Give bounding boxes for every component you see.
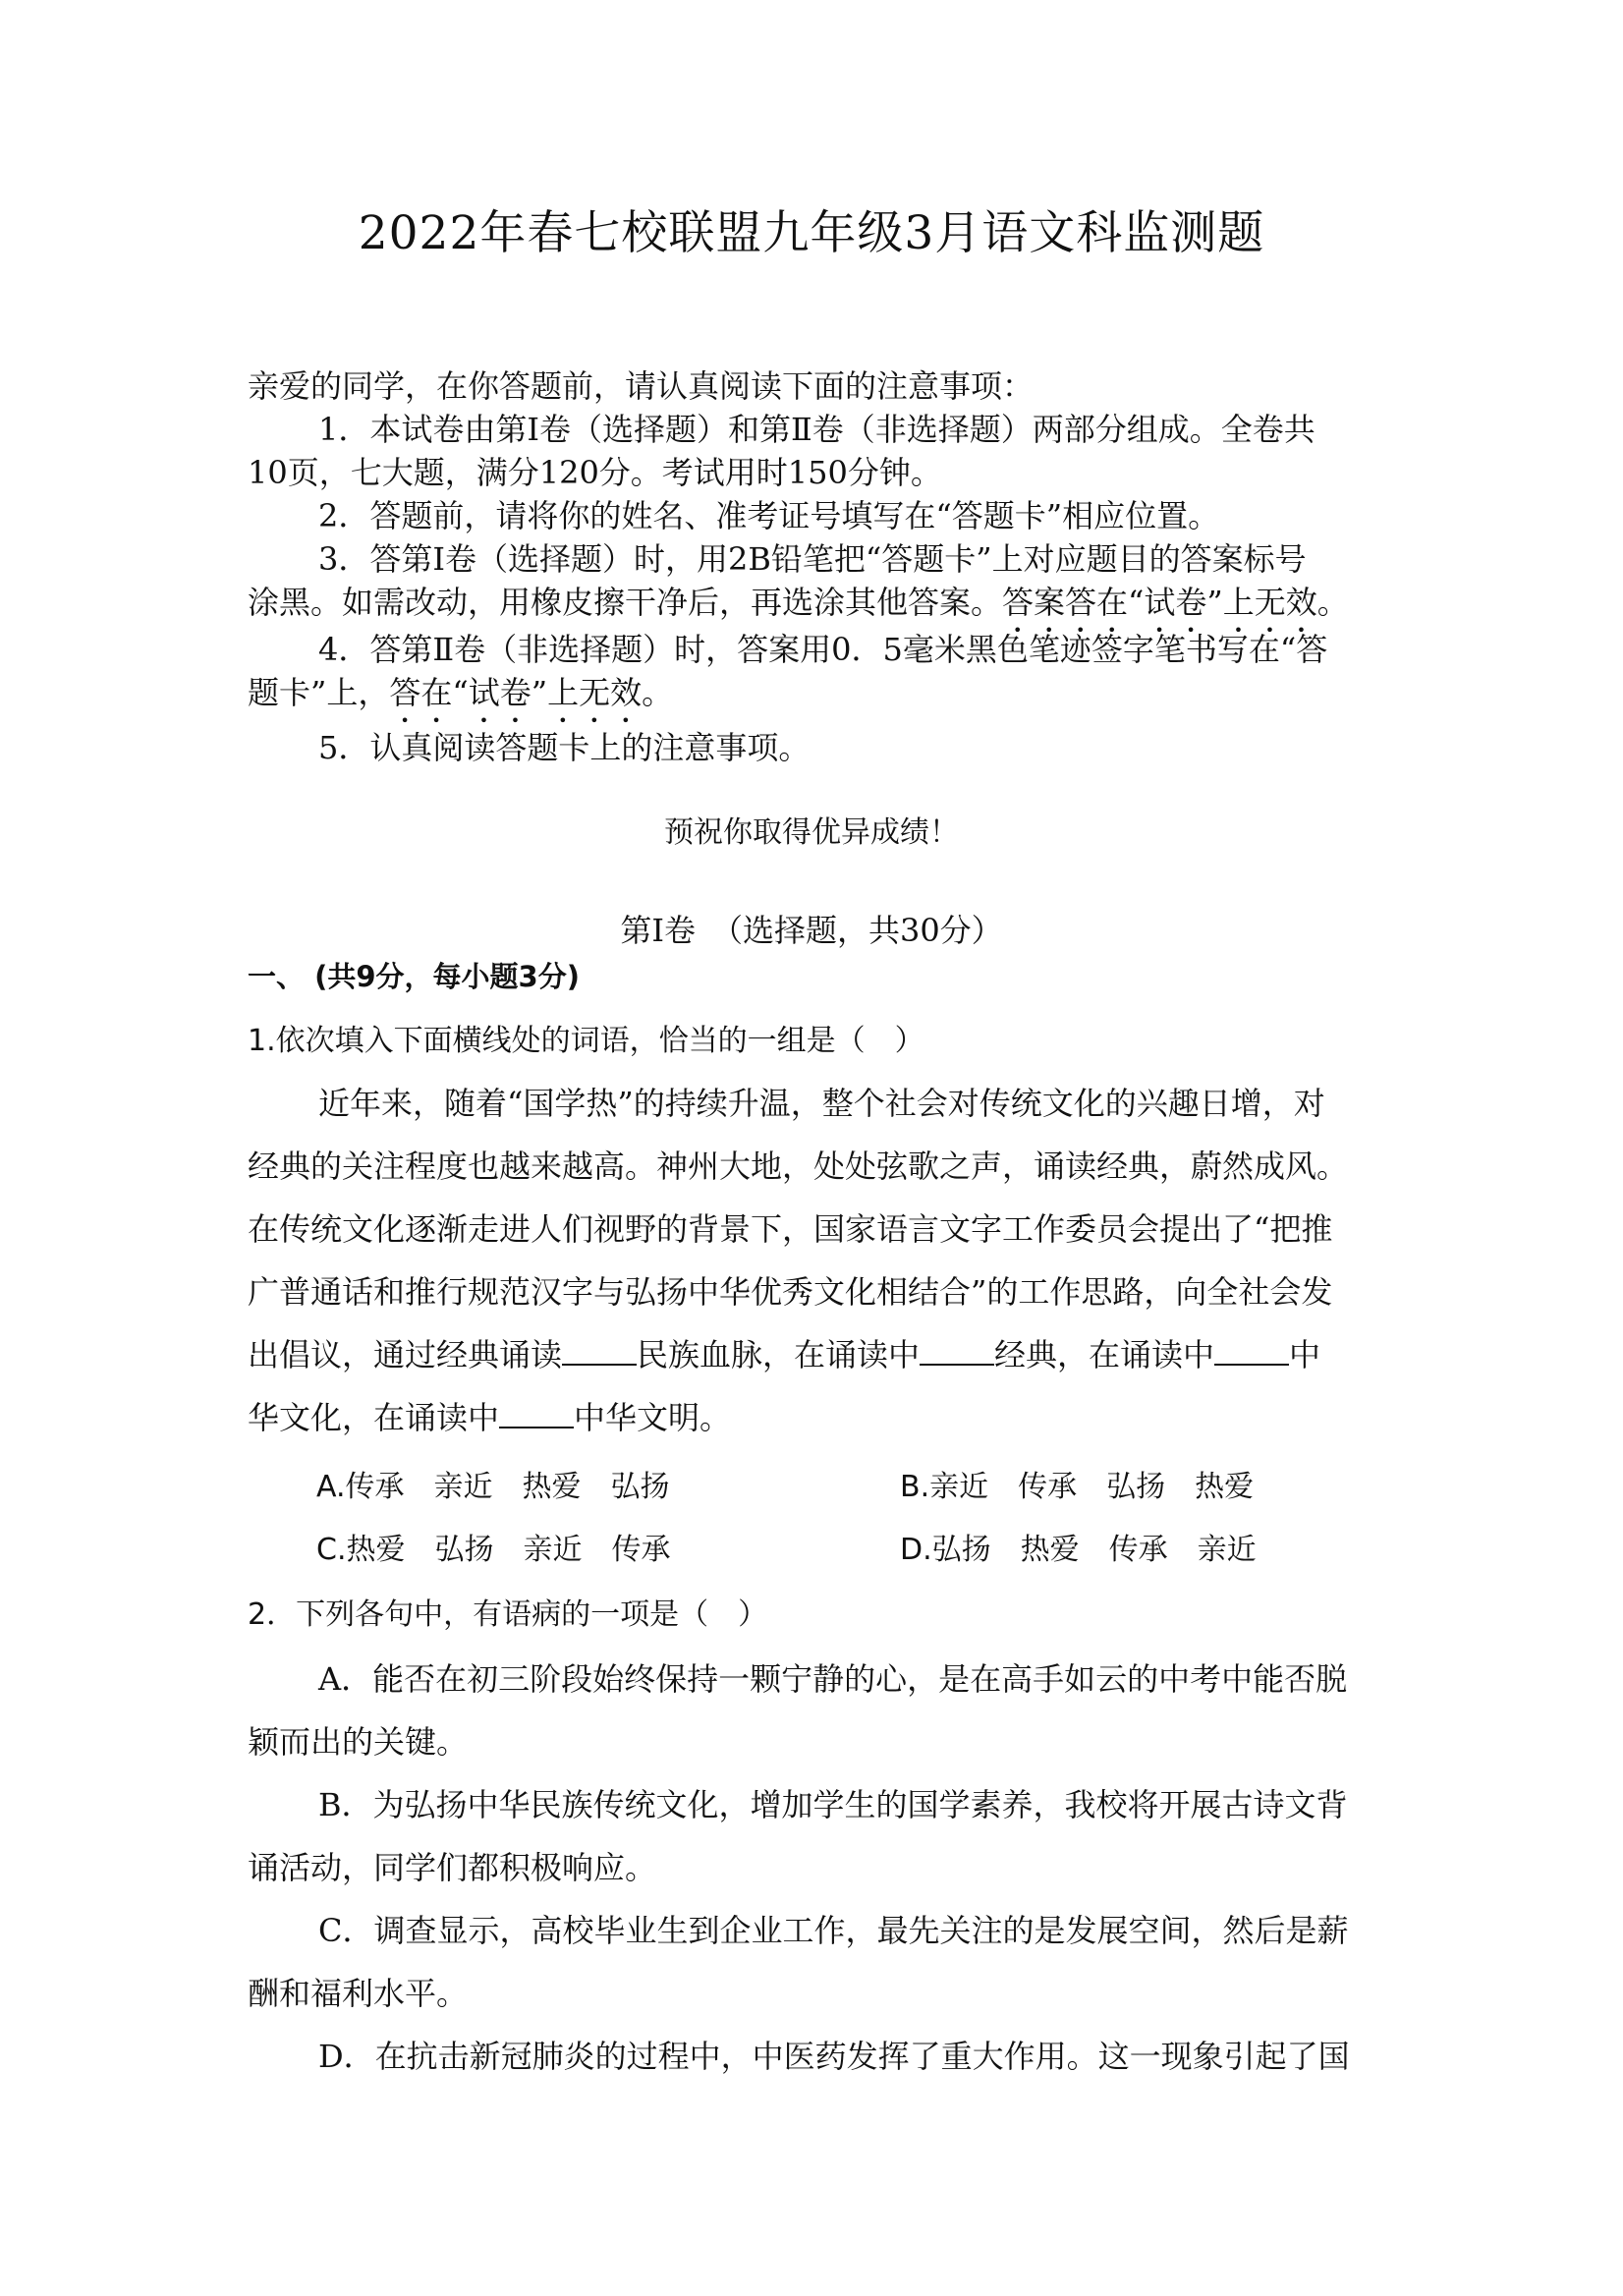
q1-text-segment: 经典，在诵读中 (994, 1336, 1215, 1373)
notice-item-1a: 1．本试卷由第Ⅰ卷（选择题）和第Ⅱ卷（非选择题）两部分组成。全卷共 (318, 411, 1315, 448)
q2-stem: 2．下列各句中，有语病的一项是（ ） (248, 1597, 768, 1632)
notice-item-1b: 10页，七大题，满分120分。考试用时150分钟。 (248, 454, 942, 491)
q1-passage-line: 近年来，随着“国学热”的持续升温，整个社会对传统文化的兴趣日增，对 (318, 1085, 1325, 1122)
q2-option-b-line: 诵活动，同学们都积极响应。 (248, 1849, 657, 1886)
q1-blank-2 (920, 1336, 994, 1366)
q1-option-d: D.弘扬 热爱 传承 亲近 (900, 1533, 1257, 1567)
exam-title: 2022年春七校联盟九年级3月语文科监测题 (358, 206, 1265, 260)
q2-option-d-line: D．在抗击新冠肺炎的过程中，中医药发挥了重大作用。这一现象引起了国 (318, 2038, 1350, 2075)
q1-text-segment: 出倡议，通过经典诵读 (248, 1336, 563, 1373)
notice-item-4b-text: 题卡”上， (248, 674, 390, 711)
q1-blank-1 (562, 1336, 637, 1366)
notice-intro: 亲爱的同学，在你答题前，请认真阅读下面的注意事项： (248, 367, 1035, 405)
notice-item-5: 5．认真阅读答题卡上的注意事项。 (318, 729, 811, 766)
section-heading: 第Ⅰ卷 （选择题，共30分） (620, 912, 1003, 949)
q1-text-segment: 中华文明。 (574, 1399, 732, 1436)
q1-text-segment: 中 (1289, 1336, 1321, 1373)
notice-item-4b (248, 668, 673, 730)
notice-item-4a: 4．答第Ⅱ卷（非选择题）时，答案用0．5毫米黑色笔迹签字笔书写在“答 (318, 631, 1328, 668)
q1-option-b: B.亲近 传承 弘扬 热爱 (900, 1470, 1255, 1504)
q1-passage-line: 经典的关注程度也越来越高。神州大地，处处弦歌之声，诵读经典，蔚然成风。 (248, 1148, 1349, 1185)
q1-stem: 1.依次填入下面横线处的词语，恰当的一组是（ ） (248, 1024, 924, 1058)
part-one-heading: 一、 (共9分，每小题3分) (248, 960, 580, 993)
q1-blank-4 (499, 1399, 574, 1428)
notice-item-3b-text: 涂黑。如需改动，用橡皮擦干净后，再选涂其他答案。 (248, 584, 1003, 621)
q2-option-b-line: B．为弘扬中华民族传统文化，增加学生的国学素养，我校将开展古诗文背 (318, 1786, 1348, 1823)
q1-passage-line-blanks (248, 1330, 1320, 1375)
q1-option-c: C.热爱 弘扬 亲近 传承 (316, 1533, 671, 1567)
q2-option-a-line: A．能否在初三阶段始终保持一颗宁静的心，是在高手如云的中考中能否脱 (318, 1660, 1348, 1698)
q2-option-a-line: 颖而出的关键。 (248, 1723, 469, 1761)
q1-blank-3 (1214, 1336, 1289, 1366)
q1-passage-line-blanks (248, 1393, 731, 1438)
notice-item-3b-emphasis: 答案答在“试卷”上无效。 (1002, 584, 1349, 621)
q1-text-segment: 民族血脉，在诵读中 (637, 1336, 921, 1373)
q1-text-segment: 华文化，在诵读中 (248, 1399, 500, 1436)
q1-passage-line: 广普通话和推行规范汉字与弘扬中华优秀文化相结合”的工作思路，向全社会发 (248, 1273, 1333, 1311)
q2-option-c-line: C．调查显示，高校毕业生到企业工作，最先关注的是发展空间，然后是薪 (318, 1912, 1349, 1949)
notice-item-4b-emphasis: 答在“试卷”上无效。 (389, 674, 674, 711)
wish-text: 预祝你取得优异成绩！ (664, 815, 959, 850)
q2-option-c-line: 酬和福利水平。 (248, 1975, 469, 2012)
q1-passage-line: 在传统文化逐渐走进人们视野的背景下，国家语言文字工作委员会提出了“把推 (248, 1210, 1333, 1248)
notice-item-3a: 3．答第Ⅰ卷（选择题）时，用2B铅笔把“答题卡”上对应题目的答案标号 (318, 540, 1307, 578)
notice-item-2: 2．答题前，请将你的姓名、准考证号填写在“答题卡”相应位置。 (318, 497, 1220, 534)
q1-option-a: A.传承 亲近 热爱 弘扬 (316, 1470, 670, 1504)
